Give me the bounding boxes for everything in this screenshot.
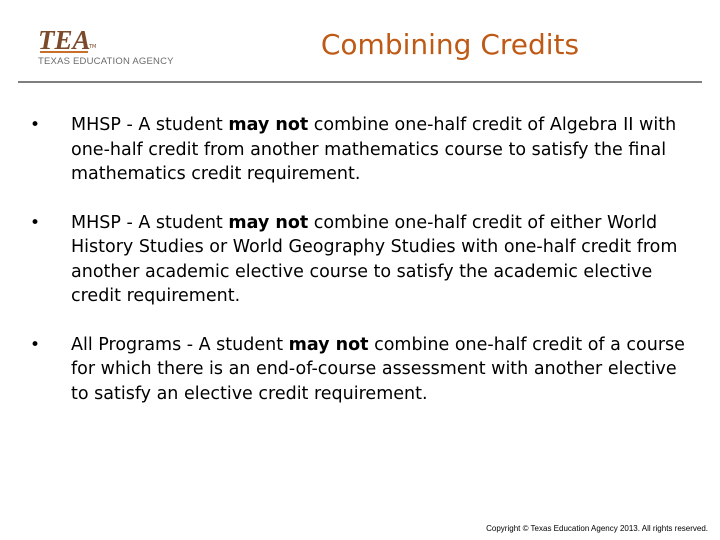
bullet-list: [30, 113, 686, 430]
bullet-item-mhsp-history-geography: [30, 211, 686, 309]
bullet-emphasis: may not: [228, 212, 309, 233]
bullet-icon: •: [30, 115, 41, 135]
bullet-item-all-programs: [30, 333, 686, 407]
bullet-suffix: combine one-half credit of either World History Studies or World Geography Studies with one-half credit from another academic elective course to satisfy the academic elective credit requirement.: [71, 212, 678, 306]
tea-logo: [36, 26, 174, 70]
tea-logo-mark: [36, 26, 96, 56]
bullet-suffix: combine one-half credit of Algebra II with one-half credit from another mathematics course to satisfy the final mathematics credit requirement.: [71, 115, 677, 184]
bullet-icon: •: [30, 212, 41, 233]
bullet-emphasis: may not: [288, 334, 369, 355]
bullet-prefix: MHSP - A student: [71, 115, 229, 135]
bullet-item-mhsp-algebra: [30, 113, 686, 187]
copyright-notice: Copyright © Texas Education Agency 2013. All rights reserved.: [486, 524, 708, 533]
bullet-prefix: All Programs - A student: [71, 334, 289, 355]
svg-text:TM: TM: [89, 44, 96, 50]
tea-logo-letters: TEA: [38, 26, 91, 55]
tea-logo-subtitle: TEXAS EDUCATION AGENCY: [38, 56, 174, 67]
bullet-emphasis: may not: [228, 115, 309, 135]
header-divider: [18, 81, 702, 83]
bullet-suffix: combine one-half credit of a course for which there is an end-of-course assessment with another elective to satisfy an elective credit requirement.: [71, 334, 685, 404]
bullet-icon: •: [30, 334, 41, 355]
slide-title: Combining Credits: [320, 28, 580, 61]
bullet-prefix: MHSP - A student: [71, 212, 229, 233]
